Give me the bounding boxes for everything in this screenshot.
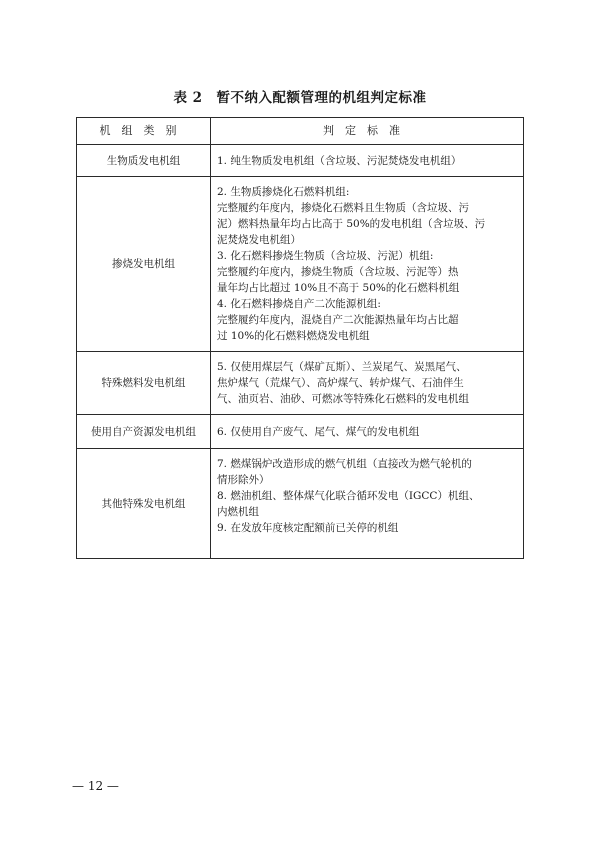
criteria-cell [211,145,524,177]
criteria-line: 过 10%的化石燃料燃烧发电机组 [217,330,370,342]
criteria-line: 完整履约年度内，掺烧化石燃料且生物质（含垃圾、污 [217,202,469,214]
page-number: — 12 — [72,779,119,793]
criteria-line: 7. 燃煤锅炉改造形成的燃气机组（直接改为燃气轮机的 [217,458,472,470]
criteria-line: 5. 仅使用煤层气（煤矿瓦斯）、兰炭尾气、炭黑尾气、 [217,361,467,373]
criteria-line: 9. 在发放年度核定配额前已关停的机组 [217,522,399,534]
header-criteria: 判定标准 [211,118,524,145]
criteria-cell [211,415,524,449]
criteria-cell [211,177,524,352]
category-cell: 生物质发电机组 [77,145,211,177]
header-category: 机组类别 [77,118,211,145]
criteria-line: 泥）燃料热量年均占比高于 50%的发电机组（含垃圾、污 [217,218,486,230]
criteria-line: 3. 化石燃料掺烧生物质（含垃圾、污泥）机组: [217,250,434,262]
criteria-line: 4. 化石燃料掺烧自产二次能源机组: [217,298,381,310]
criteria-table [76,117,524,559]
table-row [77,145,524,177]
criteria-line: 气、油页岩、油砂、可燃冰等特殊化石燃料的发电机组 [217,393,469,405]
table-row [77,352,524,415]
criteria-line: 2. 生物质掺烧化石燃料机组: [217,186,350,198]
category-cell: 其他特殊发电机组 [77,449,211,559]
category-cell: 特殊燃料发电机组 [77,352,211,415]
criteria-line: 焦炉煤气（荒煤气）、高炉煤气、转炉煤气、石油伴生 [217,377,464,389]
criteria-line: 情形除外） [217,474,270,486]
table-title: 表 2 暂不纳入配额管理的机组判定标准 [173,90,427,106]
table-row [77,177,524,352]
table-header-row [77,118,524,145]
criteria-line: 8. 燃油机组、整体煤气化联合循环发电（IGCC）机组、 [217,490,480,502]
criteria-line: 内燃机组 [217,506,259,518]
category-cell: 使用自产资源发电机组 [77,415,211,449]
criteria-line: 完整履约年度内，混烧自产二次能源热量年均占比超 [217,314,459,326]
criteria-cell [211,352,524,415]
criteria-line: 完整履约年度内，掺烧生物质（含垃圾、污泥等）热 [217,266,459,278]
criteria-line: 泥焚烧发电机组） [217,234,301,246]
table-row [77,415,524,449]
criteria-line: 6. 仅使用自产废气、尾气、煤气的发电机组 [217,425,420,438]
table-row [77,449,524,559]
category-cell: 掺烧发电机组 [77,177,211,352]
criteria-line: 1. 纯生物质发电机组（含垃圾、污泥焚烧发电机组） [217,154,462,167]
criteria-cell [211,449,524,559]
criteria-line: 量年均占比超过 10%且不高于 50%的化石燃料机组 [217,282,460,294]
